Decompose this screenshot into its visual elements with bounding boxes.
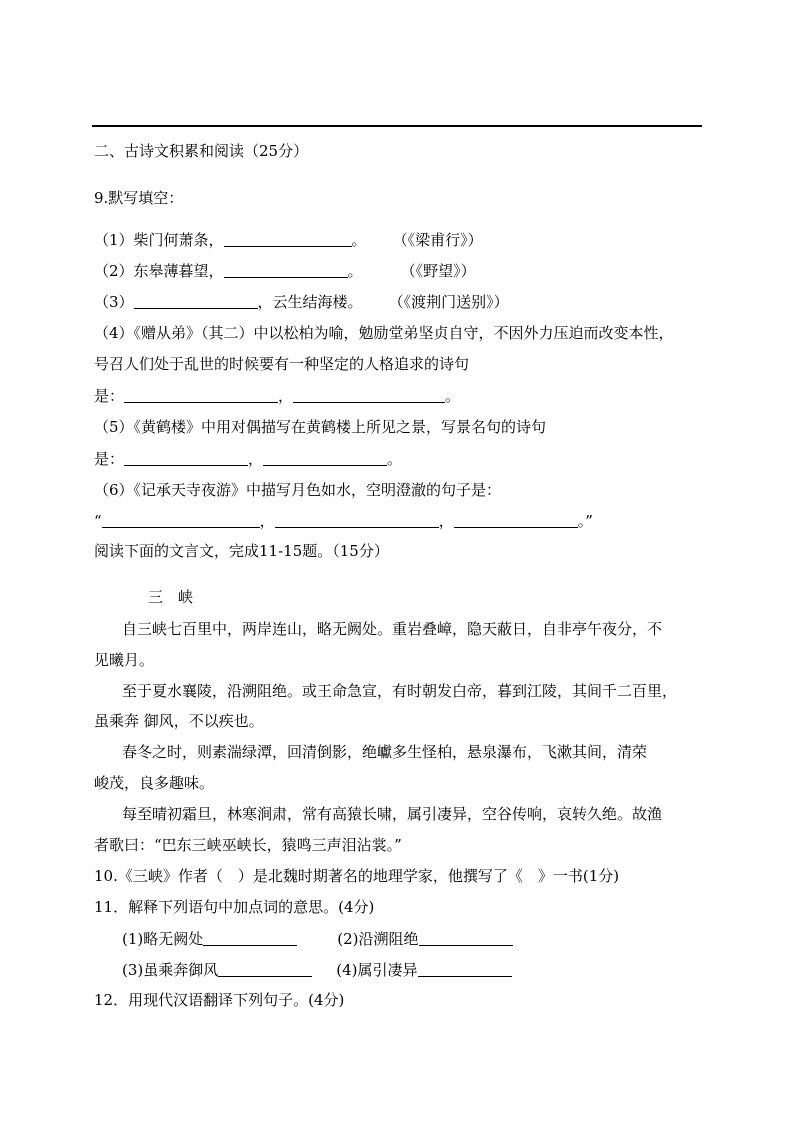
passage-p1-line-1: 自三峡七百里中，两岸连山，略无阙处。重岩叠嶂，隐天蔽日，自非亭午夜分，不 — [122, 620, 663, 638]
q9-item-3-suffix: ，云生结海楼。 — [257, 293, 363, 311]
answer-blank[interactable] — [218, 960, 312, 977]
separator: ， — [259, 512, 275, 530]
q9-item-4-line-2: 号召人们处于乱世的时候要有一种坚定的人格追求的诗句 — [94, 355, 470, 373]
q11-item-a: (1)略无阙处 — [122, 930, 204, 948]
passage-p1-line-2: 见曦月。 — [94, 651, 155, 669]
q9-title: 9.默写填空： — [94, 189, 184, 207]
passage-p3-line-1: 春冬之时，则素湍绿潭，回清倒影，绝巘多生怪柏，悬泉瀑布，飞漱其间，清荣 — [122, 743, 648, 761]
q9-item-1-suffix: 。 — [351, 231, 367, 249]
q9-item-6-line-1: （6）《记承天寺夜游》中描写月色如水，空明澄澈的句子是： — [94, 481, 502, 499]
answer-blank[interactable] — [134, 292, 258, 309]
q9-item-3-source: （《渡荆门送别》） — [388, 293, 509, 311]
q11-item-d: (4)属引凄异 — [336, 961, 418, 979]
q9-item-2 — [94, 261, 476, 281]
answer-blank[interactable] — [124, 449, 248, 466]
q9-item-6-line-2 — [94, 511, 593, 531]
q9-item-3 — [94, 292, 509, 312]
separator: ， — [438, 512, 454, 530]
separator: ， — [278, 387, 294, 405]
answer-label: 是： — [94, 450, 125, 468]
passage-p2-line-1: 至于夏水襄陵，沿溯阻绝。或王命急宣，有时朝发白帝，暮到江陵，其间千二百里， — [122, 682, 678, 700]
q9-item-1-source: （《梁甫行》） — [392, 231, 483, 249]
q11-row-2 — [122, 960, 512, 980]
separator: ， — [248, 450, 264, 468]
answer-blank[interactable] — [203, 929, 297, 946]
q9-item-2-source: （《野望》） — [400, 262, 476, 280]
separator: 。” — [577, 512, 593, 530]
q12: 12．用现代汉语翻译下列句子。(4分) — [94, 991, 345, 1009]
answer-blank[interactable] — [275, 511, 439, 528]
q9-item-1 — [94, 230, 483, 250]
q9-item-3-prefix: （3） — [94, 293, 134, 311]
q11-item-c: (3)虽乘奔御风 — [122, 961, 219, 979]
q11-item-b: (2)沿溯阻绝 — [337, 930, 419, 948]
answer-label: 是： — [94, 387, 125, 405]
passage-p4-line-1: 每至晴初霜旦，林寒涧肃，常有高猿长啸，属引凄异，空谷传响，哀转久绝。故渔 — [122, 805, 663, 823]
q9-item-5-line-1: （5）《黄鹤楼》中用对偶描写在黄鹤楼上所见之景，写景名句的诗句 — [94, 418, 547, 436]
answer-blank[interactable] — [224, 261, 348, 278]
q10: 10.《三峡》作者（ ）是北魏时期著名的地理学家，他撰写了《 》一书(1分) — [94, 867, 620, 885]
separator: 。 — [445, 387, 461, 405]
q9-item-2-prefix: （2）东皋薄暮望， — [94, 262, 224, 280]
passage-title: 三 峡 — [148, 588, 194, 606]
answer-blank[interactable] — [454, 511, 578, 528]
answer-blank[interactable] — [224, 230, 352, 247]
answer-blank[interactable] — [263, 449, 387, 466]
reading-intro: 阅读下面的文言文，完成11-15题。（15分） — [94, 542, 389, 560]
section-heading: 二、古诗文积累和阅读（25分） — [94, 142, 309, 160]
separator: “ — [94, 512, 102, 530]
q9-item-5-line-2 — [94, 449, 402, 469]
passage-p4-line-2: 者歌曰：“巴东三峡巫峡长，猿鸣三声泪沾裳。” — [94, 836, 402, 854]
passage-p2-line-2: 虽乘奔 御风，不以疾也。 — [94, 712, 264, 730]
q9-item-2-suffix: 。 — [347, 262, 363, 280]
answer-blank[interactable] — [293, 386, 445, 403]
q11-title: 11．解释下列语句中加点词的意思。(4分) — [94, 898, 375, 916]
separator: 。 — [387, 450, 403, 468]
q9-item-4-line-3 — [94, 386, 460, 406]
q11-row-1 — [122, 929, 513, 949]
passage-p3-line-2: 峻茂，良多趣味。 — [94, 774, 215, 792]
answer-blank[interactable] — [124, 386, 278, 403]
header-rule — [92, 125, 702, 127]
answer-blank[interactable] — [419, 929, 513, 946]
answer-blank[interactable] — [102, 511, 260, 528]
q9-item-4-line-1: （4）《赠从弟》（其二）中以松柏为喻，勉励堂弟坚贞自守，不因外力压迫而改变本性， — [94, 324, 674, 342]
q9-item-1-prefix: （1）柴门何萧条， — [94, 231, 224, 249]
answer-blank[interactable] — [418, 960, 512, 977]
